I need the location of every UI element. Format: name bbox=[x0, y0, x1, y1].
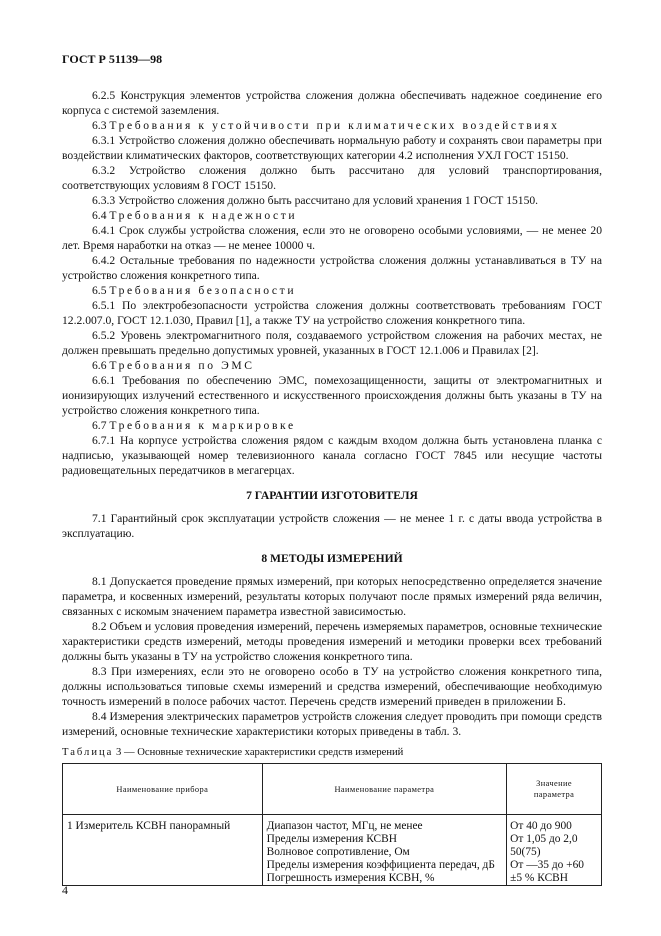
subsection-heading-6-7 bbox=[62, 418, 602, 433]
column-header-value-line2: параметра bbox=[533, 790, 575, 799]
subsection-title: Требования к маркировке bbox=[109, 419, 296, 432]
paragraph-6-5-1: 6.5.1 По электробезопасности устройства сложения должны соответствовать требованиям ГОСТ 12.2.007.0, ГОСТ 12.1.030, Правил [1], а также ТУ на устройство сложения конкретного типа. bbox=[62, 299, 602, 327]
parameter-item: Пределы измерения КСВН bbox=[266, 833, 397, 845]
subsection-title: Требования безопасности bbox=[109, 284, 297, 297]
table-caption bbox=[62, 745, 602, 760]
subsection-heading-6-4 bbox=[62, 208, 602, 223]
subsection-heading-6-6 bbox=[62, 358, 602, 373]
table-caption-text: 3 — Основные технические характеристики средств измерений bbox=[116, 747, 404, 758]
parameter-item: Волновое сопротивление, Ом bbox=[266, 846, 410, 858]
column-header-instrument: Наименование прибора bbox=[63, 764, 263, 815]
paragraph-8-4: 8.4 Измерения электрических параметров устройств сложения следует проводить при помощи средств измерений, основные технические характеристики которых приведены в табл. 3. bbox=[62, 710, 602, 738]
paragraph-6-5-2: 6.5.2 Уровень электромагнитного поля, создаваемого устройством сложения на рабочих местах, не должен превышать предельно допустимых уровней, указанных в ГОСТ 12.1.006 и Правилах [2]. bbox=[62, 329, 602, 357]
subsection-title: Требования к надежности bbox=[109, 209, 298, 222]
subsection-heading-6-5 bbox=[62, 283, 602, 298]
subsection-heading-6-3 bbox=[62, 118, 602, 133]
subsection-title: Требования по ЭМС bbox=[109, 359, 255, 372]
value-cell bbox=[507, 815, 602, 886]
paragraph-6-4-1: 6.4.1 Срок службы устройства сложения, если это не оговорено особыми условиями, — не менее 20 лет. Время наработки на отказ — не менее 10000 ч. bbox=[62, 224, 602, 252]
paragraph-6-3-1: 6.3.1 Устройство сложения должно обеспечивать нормальную работу и сохранять свои параметры при воздействии климатических факторов, соответствующих категории 4.2 исполнения УХЛ ГОСТ 15150. bbox=[62, 134, 602, 162]
instrument-cell: 1 Измеритель КСВН панорамный bbox=[63, 815, 263, 886]
section-7-title: 7 ГАРАНТИИ ИЗГОТОВИТЕЛЯ bbox=[246, 489, 418, 502]
table-row bbox=[63, 815, 602, 886]
value-item: ±5 % КСВН bbox=[510, 872, 569, 884]
table-caption-label: Таблица bbox=[62, 747, 114, 758]
value-item: От 1,05 до 2,0 bbox=[510, 833, 578, 845]
document-header: ГОСТ Р 51139—98 bbox=[62, 52, 163, 66]
subsection-number: 6.4 bbox=[92, 209, 107, 222]
paragraph-6-6-1: 6.6.1 Требования по обеспечению ЭМС, помехозащищенности, защиты от электромагнитных и ионизирующих излучений естественного и искусственного происхождения должны быть указаны в ТУ на устройство сложения конкретного типа. bbox=[62, 374, 602, 417]
paragraph-7-1: 7.1 Гарантийный срок эксплуатации устройств сложения — не менее 1 г. с даты ввода устройства в эксплуатацию. bbox=[62, 512, 602, 540]
paragraph-8-3: 8.3 При измерениях, если это не оговорено особо в ТУ на устройство сложения конкретного типа, должны использоваться типовые схемы измерений и средства измерений, обеспечивающие необходимую точность измерений в полосе рабочих частот. Перечень средств измерений приведен в приложении Б. bbox=[62, 665, 602, 708]
document-page bbox=[62, 52, 602, 886]
table-header-row bbox=[63, 764, 602, 815]
column-header-value bbox=[507, 764, 602, 815]
column-header-parameter: Наименование параметра bbox=[262, 764, 507, 815]
value-item: 50(75) bbox=[510, 846, 541, 858]
paragraph-8-2: 8.2 Объем и условия проведения измерений, перечень измеряемых параметров, основные технические характеристики средств измерений, методы проведения измерений и методики проверки всех требований должны быть указаны в ТУ на устройство сложения конкретного типа. bbox=[62, 620, 602, 663]
subsection-number: 6.7 bbox=[92, 419, 107, 432]
parameter-item: Диапазон частот, МГц, не менее bbox=[266, 820, 423, 832]
measurement-instruments-table bbox=[62, 763, 602, 886]
paragraph-6-4-2: 6.4.2 Остальные требования по надежности устройства сложения должны устанавливаться в ТУ на устройство сложения конкретного типа. bbox=[62, 254, 602, 282]
parameter-item: Пределы измерения коэффициента передач, дБ bbox=[266, 859, 495, 871]
parameter-item: Погрешность измерения КСВН, % bbox=[266, 872, 435, 884]
parameter-cell bbox=[262, 815, 507, 886]
column-header-value-line1: Значение bbox=[536, 779, 572, 788]
value-item: От 40 до 900 bbox=[510, 820, 572, 832]
section-8-title: 8 МЕТОДЫ ИЗМЕРЕНИЙ bbox=[261, 552, 403, 565]
subsection-number: 6.5 bbox=[92, 284, 107, 297]
subsection-number: 6.3 bbox=[92, 119, 107, 132]
paragraph-6-3-3: 6.3.3 Устройство сложения должно быть рассчитано для условий хранения 1 ГОСТ 15150. bbox=[92, 194, 539, 207]
value-item: От —35 до +60 bbox=[510, 859, 584, 871]
page-number: 4 bbox=[62, 883, 68, 897]
paragraph-6-7-1: 6.7.1 На корпусе устройства сложения рядом с каждым входом должна быть установлена планка с надписью, указывающей номер телевизионного канала согласно ГОСТ 7845 или несущие частоты радиовещательных передатчиков в мегагерцах. bbox=[62, 434, 602, 477]
paragraph-6-3-2: 6.3.2 Устройство сложения должно быть рассчитано для условий транспортирования, соответствующих условиям 8 ГОСТ 15150. bbox=[62, 164, 602, 192]
subsection-number: 6.6 bbox=[92, 359, 107, 372]
paragraph-6-2-5: 6.2.5 Конструкция элементов устройства сложения должна обеспечивать надежное соединение его корпуса с системой заземления. bbox=[62, 89, 602, 117]
paragraph-8-1: 8.1 Допускается проведение прямых измерений, при которых непосредственно определяется значение параметра, и косвенных измерений, результаты которых получают после прямых измерений ряда величин, связанных с искомым значением параметра известной зависимостью. bbox=[62, 575, 602, 618]
subsection-title: Требования к устойчивости при климатических воздействиях bbox=[109, 119, 560, 132]
